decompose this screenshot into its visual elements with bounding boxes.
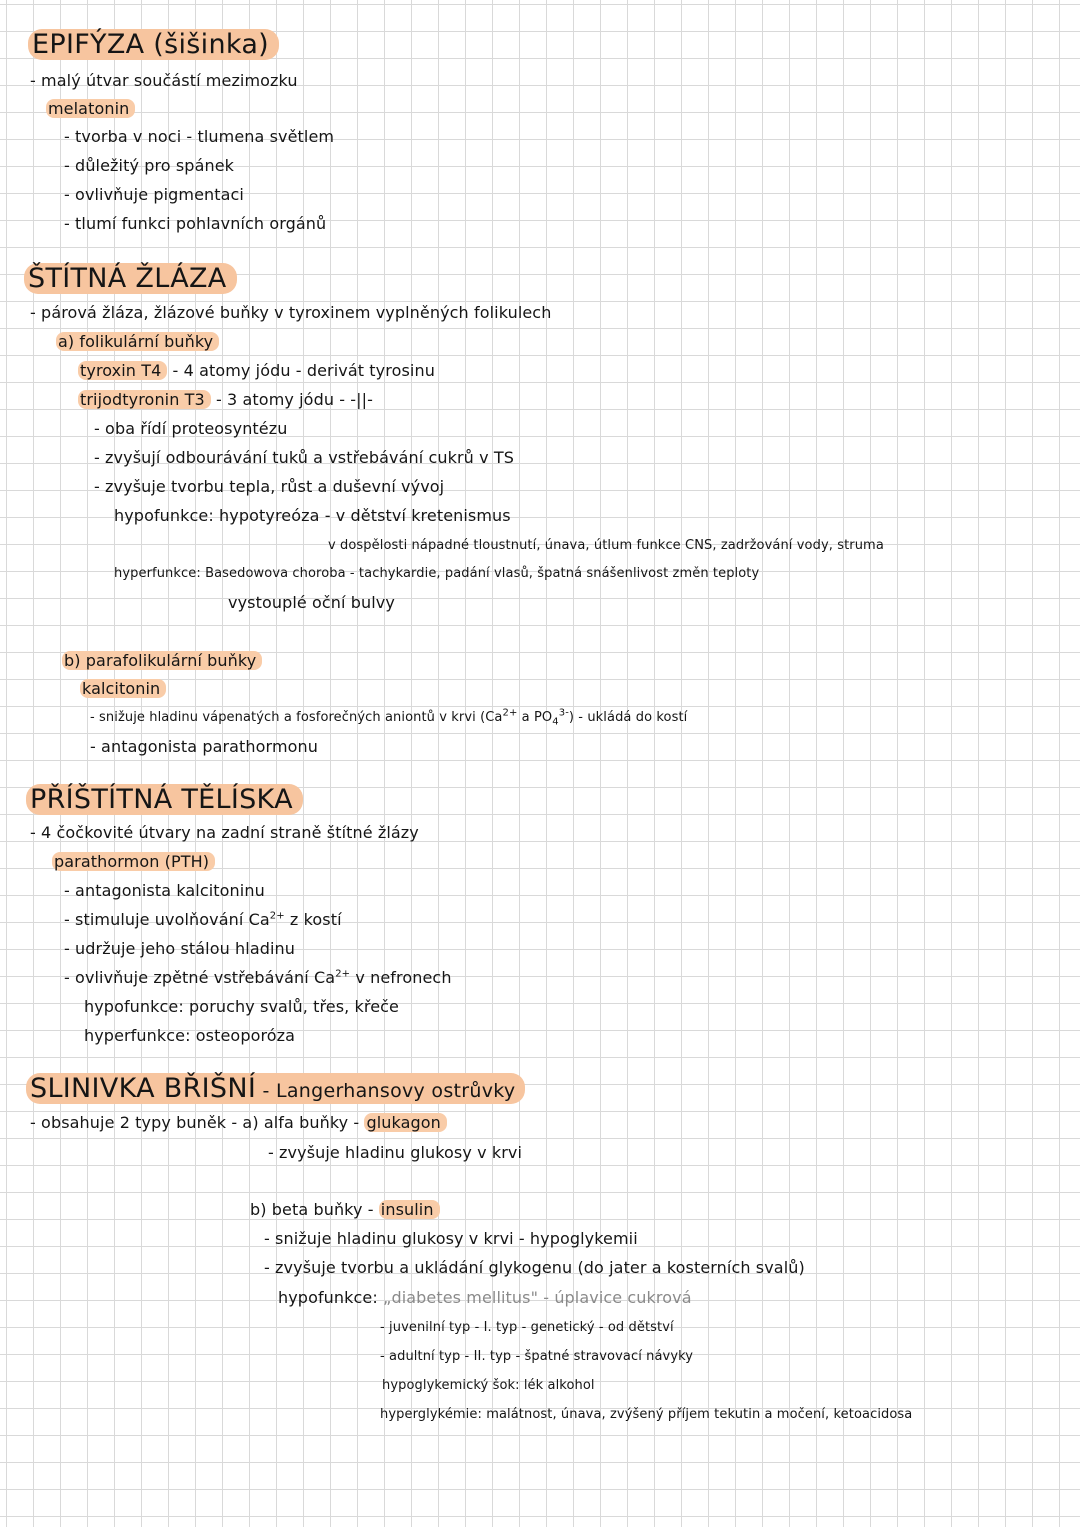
pristitna-hypofunkce: hypofunkce: poruchy svalů, třes, křeče xyxy=(84,997,400,1016)
slinivka-hyperglykemie: hyperglykémie: malátnost, únava, zvýšený příjem tekutin a močení, ketoacidosa xyxy=(380,1407,913,1422)
epifyza-hormone: melatonin xyxy=(46,98,135,120)
stitna-kalcitonin-bullet: - snižuje hladinu vápenatých a fosforečných aniontů v krvi ($Ca^{2+}$ a $PO_4^{3-}$) - ukládá do kostí xyxy=(90,707,688,728)
stitna-bullet: - zvyšují odbourávání tuků a vstřebávání cukrů v TS xyxy=(94,448,514,467)
pristitna-bullet: - stimuluje uvolňování $Ca^{2+}$ z kostí xyxy=(64,910,342,929)
stitna-line: - párová žláza, žlázové buňky v tyroxinem vyplněných folikulech xyxy=(30,303,552,322)
stitna-heading: ŠTÍTNÁ ŽLÁZA xyxy=(24,262,237,296)
stitna-hypofunkce: hypofunkce: hypotyreóza - v dětství kretenismus xyxy=(114,506,511,525)
stitna-t4: tyroxin T4 - 4 atomy jódu - derivát tyrosinu xyxy=(80,361,435,380)
slinivka-hypofunkce: hypofunkce: „diabetes mellitus" - úplavice cukrová xyxy=(278,1288,692,1307)
epifyza-bullet: - tlumí funkci pohlavních orgánů xyxy=(64,214,327,233)
slinivka-beta: b) beta buňky - insulin xyxy=(250,1199,440,1221)
slinivka-beta-bullet: - snižuje hladinu glukosy v krvi - hypoglykemii xyxy=(264,1229,638,1248)
stitna-a-label: a) folikulární buňky xyxy=(56,331,219,353)
slinivka-hypoglykemie: hypoglykemický šok: lék alkohol xyxy=(382,1378,595,1393)
stitna-hyperfunkce-2: vystouplé oční bulvy xyxy=(228,593,395,612)
epifyza-bullet: - důležitý pro spánek xyxy=(64,156,235,175)
slinivka-heading: SLINIVKA BŘIŠNÍ - Langerhansovy ostrůvky xyxy=(26,1072,525,1108)
stitna-bullet: - oba řídí proteosyntézu xyxy=(94,419,288,438)
stitna-hyperfunkce: hyperfunkce: Basedowova choroba - tachykardie, padání vlasů, špatná snášenlivost změn teploty xyxy=(114,566,760,581)
slinivka-beta-bullet: - zvyšuje tvorbu a ukládání glykogenu (do jater a kosterních svalů) xyxy=(264,1258,805,1277)
slinivka-typ: - juvenilní typ - I. typ - genetický - od dětství xyxy=(380,1320,674,1335)
pristitna-bullet: - antagonista kalcitoninu xyxy=(64,881,265,900)
epifyza-line: - malý útvar součástí mezimozku xyxy=(30,71,298,90)
stitna-t3: trijodtyronin T3 - 3 atomy jódu - -||- xyxy=(80,390,374,409)
slinivka-typ: - adultní typ - II. typ - špatné stravovací návyky xyxy=(380,1349,694,1364)
epifyza-bullet: - tvorba v noci - tlumena světlem xyxy=(64,127,335,146)
slinivka-line: - obsahuje 2 typy buněk - a) alfa buňky - glukagon xyxy=(30,1112,447,1134)
pristitna-bullet: - ovlivňuje zpětné vstřebávání $Ca^{2+}$ v nefronech xyxy=(64,968,452,987)
stitna-kalcitonin-bullet: - antagonista parathormonu xyxy=(90,737,319,756)
pristitna-hyperfunkce: hyperfunkce: osteoporóza xyxy=(84,1026,296,1045)
stitna-b-label: b) parafolikulární buňky xyxy=(62,650,262,672)
pristitna-hormone: parathormon (PTH) xyxy=(52,851,215,873)
pristitna-heading: PŘÍŠTÍTNÁ TĚLÍSKA xyxy=(26,783,303,817)
epifyza-heading: EPIFÝZA (šišinka) xyxy=(28,28,279,62)
stitna-kalcitonin: kalcitonin xyxy=(80,678,166,700)
pristitna-bullet: - udržuje jeho stálou hladinu xyxy=(64,939,296,958)
stitna-bullet: - zvyšuje tvorbu tepla, růst a duševní vývoj xyxy=(94,477,445,496)
epifyza-bullet: - ovlivňuje pigmentaci xyxy=(64,185,244,204)
pristitna-line: - 4 čočkovité útvary na zadní straně štítné žlázy xyxy=(30,823,419,842)
slinivka-alfa-bullet: - zvyšuje hladinu glukosy v krvi xyxy=(268,1143,523,1162)
stitna-hypofunkce-adult: v dospělosti nápadné tloustnutí, únava, útlum funkce CNS, zadržování vody, struma xyxy=(328,538,884,553)
